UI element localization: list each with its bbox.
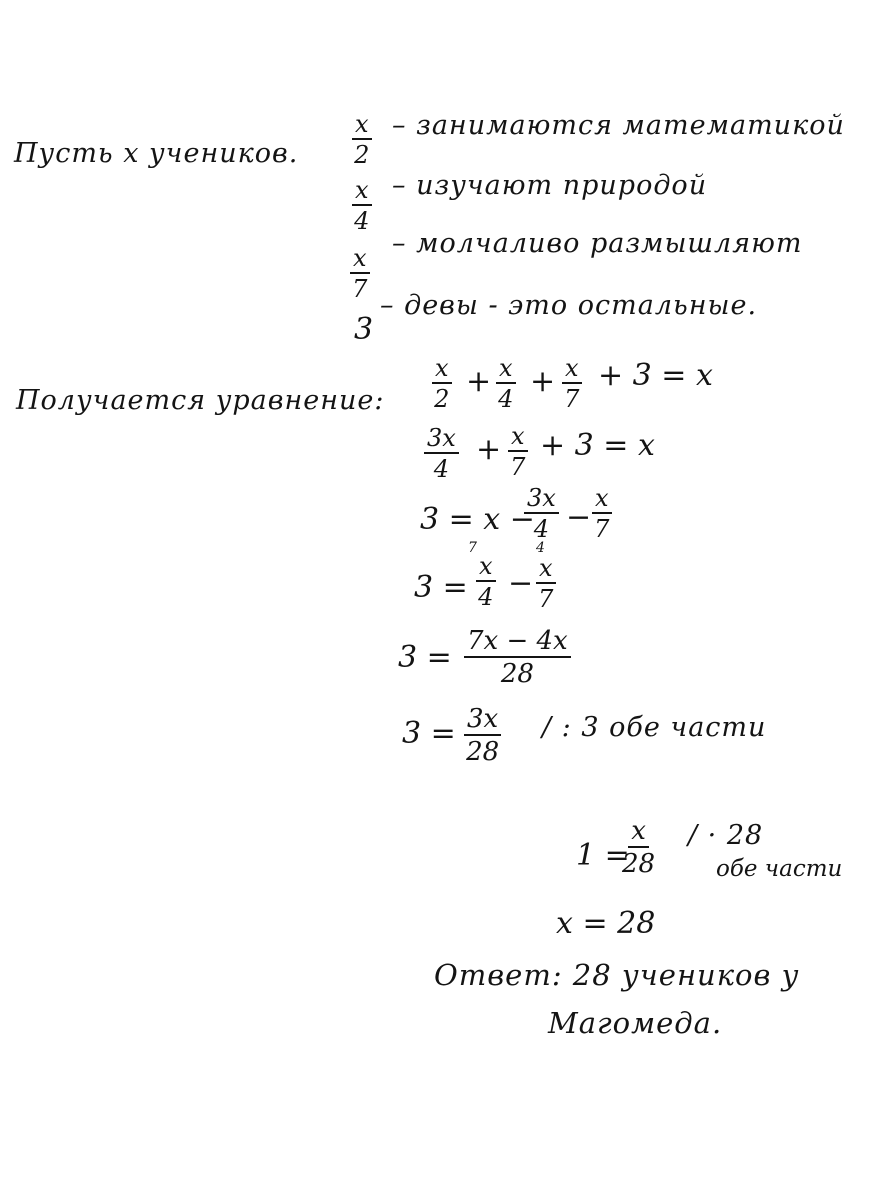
eq2-tail: + 3 = x	[540, 428, 655, 463]
eq1-frac-3	[562, 356, 582, 411]
intro-item-text: – занимаются математикой	[392, 110, 845, 141]
eq4-frac-2	[536, 556, 556, 611]
numerator: 3x	[464, 706, 501, 736]
fraction-x-over-7	[350, 246, 370, 301]
denominator: 4	[498, 385, 514, 413]
denominator: 7	[538, 585, 554, 613]
item-label: молчаливо размышляют	[416, 228, 803, 259]
eq3-lead: 3 = x −	[420, 502, 535, 537]
intro-let-text: Пусть x учеников.	[14, 138, 299, 169]
numerator: x	[592, 486, 612, 514]
denominator: 4	[533, 515, 550, 543]
numerator: x	[496, 356, 516, 384]
eq7-note-2: обе части	[716, 856, 843, 882]
eq3-frac-1	[524, 486, 559, 541]
eq4-multiplier-4: 4	[536, 540, 545, 556]
denominator: 2	[434, 385, 450, 413]
eq6-frac	[464, 706, 501, 765]
eq2-frac-2	[508, 424, 528, 479]
item-label: занимаются математикой	[416, 110, 845, 141]
denominator: 7	[510, 453, 526, 481]
denominator: 28	[622, 849, 656, 879]
item-label: изучают природой	[416, 170, 708, 201]
denominator: 7	[564, 385, 580, 413]
numerator: x	[476, 554, 496, 582]
eq6-lead: 3 =	[402, 716, 456, 751]
numerator: 7x − 4x	[464, 628, 571, 658]
denominator: 4	[433, 455, 450, 483]
eq7-lead: 1 =	[576, 838, 630, 873]
denominator: 2	[354, 141, 370, 169]
numerator: x	[562, 356, 582, 384]
eq5-frac	[464, 628, 571, 687]
item-label: девы - это остальные.	[404, 290, 758, 321]
numerator: x	[536, 556, 556, 584]
numerator: x	[352, 112, 372, 140]
intro-item-text: – девы - это остальные.	[380, 290, 758, 321]
eq3-frac-2	[592, 486, 612, 541]
plus-sign: +	[466, 364, 492, 399]
intro-value-three: 3	[354, 312, 374, 347]
minus-sign: −	[508, 566, 534, 601]
numerator: x	[350, 246, 370, 274]
numerator: x	[508, 424, 528, 452]
denominator: 28	[466, 737, 500, 767]
eq4-lead: 3 =	[414, 570, 468, 605]
numerator: 3x	[524, 486, 559, 514]
plus-sign: +	[530, 364, 556, 399]
eq6-note: / : 3 обе части	[542, 712, 767, 743]
eq4-multiplier-7: 7	[468, 540, 477, 556]
minus-sign: −	[566, 500, 592, 535]
denominator: 4	[478, 583, 494, 611]
equation-label: Получается уравнение:	[16, 385, 385, 416]
eq4-frac-1	[476, 554, 496, 609]
eq7-frac	[622, 818, 655, 877]
plus-sign: +	[476, 432, 502, 467]
answer-line-2: Магомеда.	[548, 1006, 723, 1040]
numerator: x	[628, 818, 649, 848]
eq7-note-1: / · 28	[688, 820, 764, 851]
intro-item-text: – молчаливо размышляют	[392, 228, 803, 259]
eq5-lead: 3 =	[398, 640, 452, 675]
numerator: x	[352, 178, 372, 206]
eq1-frac-2	[496, 356, 516, 411]
eq1-tail: + 3 = x	[598, 358, 713, 393]
denominator: 4	[354, 207, 370, 235]
intro-item-text: – изучают природой	[392, 170, 708, 201]
denominator: 7	[594, 515, 610, 543]
denominator: 28	[500, 659, 534, 689]
fraction-x-over-2	[352, 112, 372, 167]
numerator: x	[432, 356, 452, 384]
result-line: x = 28	[556, 906, 656, 941]
eq1-frac-1	[432, 356, 452, 411]
answer-line-1: Ответ: 28 учеников у	[434, 958, 800, 992]
numerator: 3x	[424, 426, 459, 454]
fraction-x-over-4	[352, 178, 372, 233]
denominator: 7	[352, 275, 368, 303]
eq2-frac-1	[424, 426, 459, 481]
